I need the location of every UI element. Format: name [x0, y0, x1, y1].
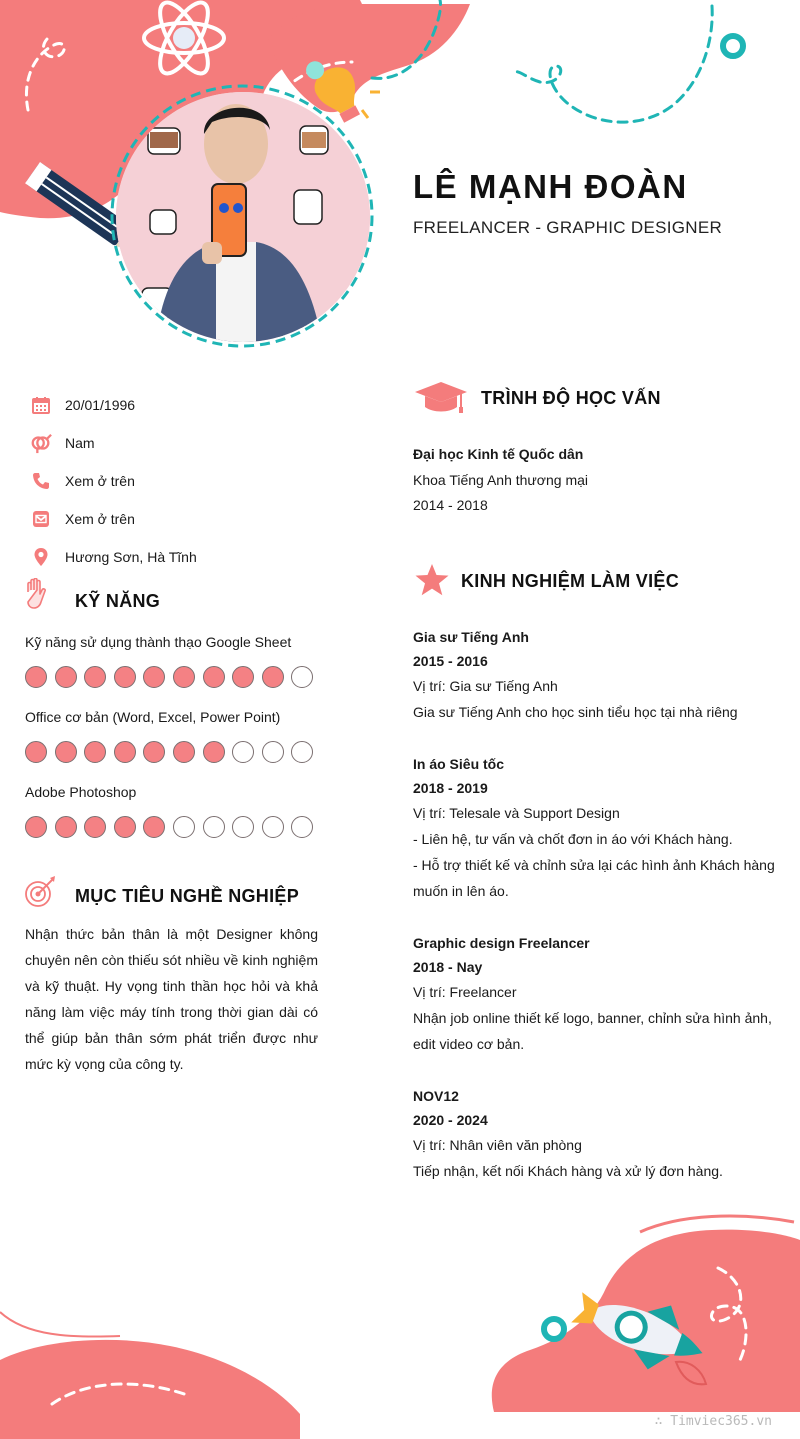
job-entry: [413, 1084, 785, 1184]
experience-section: [413, 625, 785, 1211]
rating-dot-empty: [232, 816, 254, 838]
job-period: 2015 - 2016: [413, 653, 488, 669]
skill-name: Kỹ năng sử dụng thành thạo Google Sheet: [25, 634, 292, 650]
rating-dot-filled: [25, 666, 47, 688]
contact-address-text: Hương Sơn, Hà Tĩnh: [65, 549, 197, 565]
rating-dot-filled: [203, 666, 225, 688]
education-section: [413, 442, 783, 519]
contact-email-text: Xem ở trên: [65, 511, 135, 527]
skill-rating: [25, 666, 325, 688]
contact-birthdate-text: 20/01/1996: [65, 397, 136, 413]
job-period: 2020 - 2024: [413, 1112, 488, 1128]
job-entry: [413, 931, 785, 1057]
skill-rating: [25, 816, 325, 838]
rating-dot-empty: [173, 816, 195, 838]
job-entry: [413, 625, 785, 725]
job-company: NOV12: [413, 1088, 459, 1104]
gender-icon: [30, 432, 52, 454]
rating-dot-empty: [291, 666, 313, 688]
rating-dot-filled: [84, 816, 106, 838]
contact-gender-text: Nam: [65, 435, 95, 451]
rating-dot-filled: [25, 741, 47, 763]
skill-item: [25, 707, 325, 763]
phone-icon: [30, 470, 52, 492]
job-entry: [413, 752, 785, 904]
rating-dot-filled: [173, 741, 195, 763]
skills-section: [25, 632, 325, 857]
rating-dot-filled: [173, 666, 195, 688]
email-icon: [30, 508, 52, 530]
rating-dot-filled: [114, 741, 136, 763]
job-company: Graphic design Freelancer: [413, 935, 590, 951]
rating-dot-filled: [55, 816, 77, 838]
calendar-icon: [30, 394, 52, 416]
rating-dot-filled: [84, 741, 106, 763]
rating-dot-empty: [291, 741, 313, 763]
job-period: 2018 - 2019: [413, 780, 488, 796]
job-detail: Gia sư Tiếng Anh cho học sinh tiểu học tại nhà riêng: [413, 704, 738, 720]
rating-dot-filled: [232, 666, 254, 688]
job-detail: Vị trí: Freelancer: [413, 984, 517, 1000]
job-detail: - Hỗ trợ thiết kế và chỉnh sửa lại các hình ảnh Khách hàng muốn in lên áo.: [413, 857, 775, 899]
rating-dot-filled: [262, 666, 284, 688]
graduation-cap-icon: [413, 380, 469, 421]
rating-dot-filled: [25, 816, 47, 838]
job-detail: Tiếp nhận, kết nối Khách hàng và xử lý đơn hàng.: [413, 1163, 723, 1179]
education-school: Đại học Kinh tế Quốc dân: [413, 446, 584, 462]
target-icon: [24, 874, 58, 913]
job-detail: Vị trí: Nhân viên văn phòng: [413, 1137, 582, 1153]
contact-list: [30, 386, 350, 576]
watermark: ∴ Timviec365.vn: [654, 1414, 772, 1429]
rating-dot-empty: [232, 741, 254, 763]
contact-phone-text: Xem ở trên: [65, 473, 135, 489]
profile-photo: [116, 92, 370, 342]
contact-birthdate: [30, 386, 350, 424]
rating-dot-filled: [84, 666, 106, 688]
rating-dot-filled: [114, 666, 136, 688]
skill-name: Office cơ bản (Word, Excel, Power Point): [25, 709, 281, 725]
rating-dot-filled: [143, 816, 165, 838]
skill-item: [25, 632, 325, 688]
rating-dot-filled: [143, 666, 165, 688]
star-icon: [414, 563, 450, 602]
contact-address: [30, 538, 350, 576]
education-period: 2014 - 2018: [413, 497, 488, 513]
rating-dot-filled: [143, 741, 165, 763]
contact-gender: [30, 424, 350, 462]
education-title: TRÌNH ĐỘ HỌC VẤN: [481, 388, 661, 408]
rating-dot-filled: [55, 741, 77, 763]
job-detail: Nhận job online thiết kế logo, banner, chỉnh sửa hình ảnh, edit video cơ bản.: [413, 1010, 772, 1052]
location-pin-icon: [30, 546, 52, 568]
rating-dot-filled: [114, 816, 136, 838]
objective-text: Nhận thức bản thân là một Designer không chuyên nên còn thiếu sót nhiều về kinh nghiệm và kỹ thuật. Hy vọng tinh thần học hỏi và khả năng làm việc máy tính trong thời gian dài có thể giúp bản thân sớm phát triển được như mức kỳ vọng của công ty.: [25, 926, 318, 1072]
job-company: In áo Siêu tốc: [413, 756, 505, 772]
education-major: Khoa Tiếng Anh thương mại: [413, 471, 588, 488]
job-company: Gia sư Tiếng Anh: [413, 629, 529, 645]
job-detail: - Liên hệ, tư vấn và chốt đơn in áo với Khách hàng.: [413, 831, 733, 847]
job-period: 2018 - Nay: [413, 959, 483, 975]
rating-dot-filled: [55, 666, 77, 688]
job-detail: Vị trí: Telesale và Support Design: [413, 805, 620, 821]
rating-dot-empty: [203, 816, 225, 838]
skill-name: Adobe Photoshop: [25, 784, 137, 800]
candidate-role: FREELANCER - GRAPHIC DESIGNER: [413, 218, 723, 237]
experience-title: KINH NGHIỆM LÀM VIỆC: [461, 571, 680, 591]
rating-dot-empty: [262, 816, 284, 838]
hand-icon: [24, 578, 48, 615]
skill-rating: [25, 741, 325, 763]
rating-dot-empty: [262, 741, 284, 763]
candidate-name: LÊ MẠNH ĐOÀN: [413, 168, 688, 205]
rating-dot-filled: [203, 741, 225, 763]
skills-title: KỸ NĂNG: [75, 591, 161, 611]
contact-email: [30, 500, 350, 538]
skill-item: [25, 782, 325, 838]
job-detail: Vị trí: Gia sư Tiếng Anh: [413, 678, 558, 694]
rating-dot-empty: [291, 816, 313, 838]
objective-title: MỤC TIÊU NGHỀ NGHIỆP: [75, 886, 300, 906]
contact-phone: [30, 462, 350, 500]
